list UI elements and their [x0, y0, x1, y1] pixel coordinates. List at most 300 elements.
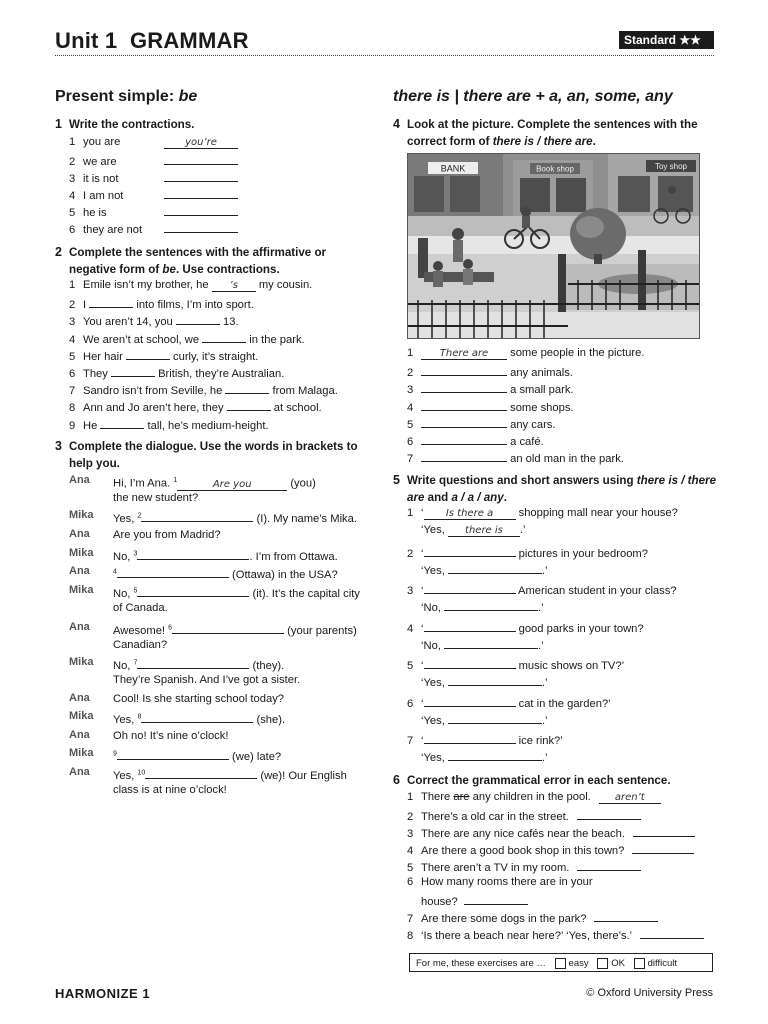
dialogue-text: Yes, [113, 714, 138, 726]
question-end: cat in the garden?’ [515, 697, 611, 710]
dialogue-text: Oh no! It’s nine o’clock! [113, 730, 229, 742]
page-title [55, 28, 249, 54]
easy-checkbox[interactable] [555, 958, 566, 969]
dialogue-text: the new student? [113, 492, 199, 504]
item-number: 6 [69, 368, 76, 380]
exercise-4-item [407, 449, 624, 466]
question-blank[interactable] [424, 656, 516, 669]
exercise-5-question [407, 656, 624, 673]
exercise-5-instruction: 5 Write questions and short answers using there is / there are and a / a / any. [393, 473, 717, 504]
dialogue-line [113, 747, 281, 764]
speaker-name: Mika [69, 656, 94, 668]
dialogue-line [113, 509, 357, 526]
sentence-text: Are there some dogs in the park? [421, 913, 587, 925]
speaker-name: Ana [69, 692, 90, 704]
item-text: you are [83, 136, 121, 148]
sentence-end: from Malaga. [269, 385, 338, 398]
sentence-end: some shops. [507, 401, 574, 414]
speaker-name: Mika [69, 747, 94, 759]
exercise-6-item-continued [421, 892, 528, 909]
dialogue-line-continued [113, 673, 300, 687]
question-end: pictures in your bedroom? [515, 547, 648, 560]
close-quote: .’ [538, 639, 544, 652]
answer-start: ‘Yes, [421, 677, 448, 689]
exercise-1-item [69, 152, 238, 169]
gap-number: 8 [137, 713, 142, 721]
sentence-text: How many rooms there are in your [421, 876, 593, 888]
open-quote: ‘ [421, 697, 424, 710]
sentence-text: any children in the pool. [469, 791, 591, 803]
dialogue-blank[interactable] [172, 621, 284, 634]
answer-start: ‘Yes, [421, 752, 448, 764]
dialogue-blank[interactable] [141, 710, 253, 723]
question-blank[interactable] [424, 694, 516, 707]
item-number: 8 [407, 930, 414, 942]
item-text: I am not [83, 190, 124, 202]
exercise-4-item [407, 415, 556, 432]
correction-blank[interactable] [594, 909, 658, 922]
dialogue-text: Are you from Madrid? [113, 529, 221, 541]
sentence-start: Ann and Jo aren’t here, they [83, 402, 227, 415]
sentence-text: There [421, 791, 454, 803]
dialogue-text: (your parents) [284, 625, 357, 637]
toyshop-sign: Toy shop [654, 162, 688, 171]
open-quote: ‘ [421, 507, 424, 519]
sentence-end: some people in the picture. [507, 347, 645, 359]
question-end: American student in your class? [515, 585, 677, 597]
exercise-4-item [407, 432, 544, 449]
short-answer-blank[interactable] [448, 748, 542, 761]
sentence-end: my cousin. [255, 279, 313, 291]
sentence-text: house? [421, 896, 458, 908]
correction-blank[interactable]: aren’t [599, 791, 661, 804]
item-number: 3 [407, 585, 414, 597]
speaker-name: Mika [69, 509, 94, 521]
item-number: 6 [407, 436, 414, 448]
dialogue-text: Yes, [113, 770, 138, 782]
speaker-name: Mika [69, 547, 94, 559]
sentence-start: You aren’t 14, you [83, 316, 176, 329]
answer-start: ‘No, [421, 602, 445, 614]
short-answer-blank[interactable] [448, 711, 542, 724]
exercise-5-question [407, 581, 677, 598]
dialogue-line [113, 729, 228, 743]
be-blank[interactable] [202, 330, 246, 343]
speaker-name: Ana [69, 474, 90, 486]
item-text: it is not [83, 173, 119, 185]
item-number: 1 [69, 136, 76, 148]
exercise-2-item [69, 295, 254, 312]
item-number: 7 [407, 913, 414, 925]
left-section-title: Present simple: be [55, 88, 198, 105]
gap-number: 2 [137, 512, 142, 520]
item-number: 4 [69, 190, 76, 202]
dialogue-text: . I’m from Ottawa. [249, 551, 338, 563]
exercise-5-answer [421, 711, 548, 728]
item-number: 7 [69, 385, 76, 398]
header-divider [55, 55, 714, 56]
dialogue-line [113, 547, 338, 564]
item-number: 3 [69, 173, 76, 185]
dialogue-blank[interactable] [117, 565, 229, 578]
dialogue-text: (I). My name’s Mika. [253, 513, 357, 525]
speaker-name: Mika [69, 584, 94, 596]
close-quote: .’ [541, 752, 548, 764]
there-is-blank[interactable] [421, 449, 507, 462]
difficult-checkbox[interactable] [634, 958, 645, 969]
sentence-end: curly, it’s straight. [169, 350, 259, 363]
item-text: he is [83, 207, 107, 219]
dialogue-text: Yes, [113, 513, 138, 525]
item-number: 2 [407, 547, 414, 560]
exercise-4-item [407, 363, 573, 380]
question-end: good parks in your town? [515, 622, 644, 635]
sentence-end: British, they’re Australian. [154, 368, 285, 380]
close-quote: .’ [541, 564, 548, 577]
gap-number: 7 [133, 659, 138, 667]
there-is-blank[interactable]: There are [421, 347, 507, 360]
contraction-blank[interactable]: you’re [164, 136, 238, 149]
close-quote: .’ [541, 677, 548, 689]
sentence-text: Are there a good book shop in this town? [421, 845, 625, 857]
correction-blank[interactable] [633, 824, 695, 837]
gap-number: 4 [113, 568, 117, 576]
there-is-blank[interactable] [421, 380, 507, 393]
exercise-2-item [69, 330, 305, 347]
sentence-end: any animals. [507, 367, 573, 380]
item-number: 9 [69, 419, 76, 432]
dialogue-blank[interactable]: Are you [177, 478, 287, 491]
dialogue-line-continued [113, 601, 168, 615]
open-quote: ‘ [421, 735, 424, 747]
correction-blank[interactable] [632, 841, 694, 854]
sentence-end: any cars. [507, 418, 556, 431]
exercise-5-question [407, 694, 611, 711]
exercise-6-item [407, 790, 661, 804]
exercise-5-question [407, 544, 648, 561]
sentence-end: an old man in the park. [507, 453, 624, 466]
exercise-6-item [407, 926, 704, 943]
exercise-2-item [69, 381, 338, 398]
open-quote: ‘ [421, 622, 424, 635]
be-blank[interactable] [225, 381, 269, 394]
sentence-start: I [83, 299, 90, 312]
dialogue-line [113, 474, 316, 491]
footer-copyright: © Oxford University Press [586, 987, 713, 999]
dialogue-line [113, 565, 338, 582]
contraction-blank[interactable] [164, 169, 238, 182]
exercise-5-answer [421, 748, 548, 765]
exercise-1-item [69, 135, 238, 149]
question-end: music shows on TV?’ [515, 660, 625, 672]
correction-blank[interactable] [464, 892, 528, 905]
street-scene-svg [408, 154, 699, 338]
dialogue-text: (we) late? [228, 751, 282, 763]
exercise-5-question [407, 731, 563, 748]
dialogue-text: Canadian? [113, 639, 168, 651]
close-quote: .’ [541, 714, 548, 727]
question-blank[interactable] [424, 619, 516, 632]
there-is-blank[interactable] [421, 363, 507, 376]
dialogue-line [113, 528, 221, 542]
exercise-6-instruction: 6 Correct the grammatical error in each sentence. [393, 773, 671, 787]
item-number: 1 [69, 279, 76, 291]
unit-label: Unit 1 [55, 28, 118, 53]
item-number: 6 [407, 876, 414, 888]
sentence-start: Emile isn’t my brother, he [83, 279, 212, 291]
item-number: 1 [407, 347, 414, 359]
correction-blank[interactable] [577, 807, 641, 820]
footer-brand: HARMONIZE 1 [55, 986, 151, 1001]
exercise-2-item [69, 416, 269, 433]
short-answer-blank[interactable] [444, 636, 538, 649]
item-number: 5 [407, 862, 414, 874]
item-number: 5 [407, 418, 414, 431]
close-quote: .’ [519, 524, 526, 536]
item-text: we are [83, 156, 117, 168]
item-number: 4 [407, 845, 414, 857]
exercise-1-item [69, 203, 238, 220]
dialogue-blank[interactable] [145, 766, 257, 779]
gap-number: 6 [168, 624, 173, 632]
exercise-5-answer [421, 636, 544, 653]
dialogue-text: Awesome! [113, 625, 169, 637]
item-number: 5 [69, 207, 76, 219]
item-number: 2 [407, 367, 414, 380]
be-blank[interactable]: ’s [212, 279, 256, 292]
bookshop-sign: Book shop [536, 164, 574, 174]
dialogue-blank[interactable] [137, 547, 249, 560]
exercise-6-item [407, 807, 641, 824]
item-number: 3 [69, 316, 76, 329]
item-number: 6 [407, 697, 414, 710]
exercise-6-item [407, 858, 641, 875]
dialogue-text: class is at nine o’clock! [113, 784, 227, 796]
exercise-2-item [69, 347, 258, 364]
sentence-end: 13. [219, 316, 239, 329]
exercise-5-answer [421, 523, 526, 537]
dialogue-text: Cool! Is she starting school today? [113, 693, 285, 705]
be-blank[interactable] [227, 398, 271, 411]
section-label: GRAMMAR [129, 28, 249, 53]
sentence-start: Her hair [83, 350, 126, 363]
open-quote: ‘ [421, 547, 424, 560]
item-number: 4 [69, 333, 76, 346]
correction-blank[interactable] [577, 858, 641, 871]
item-number: 4 [407, 401, 414, 414]
exercise-6-item [407, 841, 694, 858]
question-blank[interactable] [424, 581, 516, 594]
difficult-label: difficult [647, 958, 678, 969]
speaker-name: Ana [69, 528, 90, 540]
short-answer-blank[interactable] [448, 561, 542, 574]
be-blank[interactable] [89, 295, 133, 308]
sentence-end: at school. [270, 402, 322, 415]
exercise-5-question [407, 619, 644, 636]
item-number: 6 [69, 224, 76, 236]
item-number: 2 [407, 811, 414, 823]
dialogue-blank[interactable] [137, 656, 249, 669]
item-number: 7 [407, 453, 414, 466]
question-blank[interactable] [424, 731, 516, 744]
sentence-end: tall, he’s medium-height. [144, 419, 269, 432]
item-number: 1 [407, 791, 414, 803]
gap-number: 3 [133, 550, 138, 558]
gap-number: 9 [113, 750, 117, 758]
dialogue-line [113, 584, 360, 601]
ok-label: OK [611, 958, 625, 969]
contraction-blank[interactable] [164, 186, 238, 199]
sentence-end: into films, I’m into sport. [133, 299, 254, 312]
answer-start: ‘Yes, [421, 564, 448, 577]
exercise-5-answer [421, 561, 548, 578]
level-badge: Standard ★★ [619, 31, 714, 49]
self-assessment-box [409, 953, 713, 972]
dialogue-text: (it). It’s the capital city [249, 588, 360, 600]
item-number: 8 [69, 402, 76, 415]
struck-word: are [453, 791, 470, 803]
street-scene-illustration [407, 153, 700, 339]
short-answer-blank[interactable] [448, 673, 542, 686]
gap-number: 5 [133, 587, 138, 595]
dialogue-text: (she). [253, 714, 286, 726]
there-is-blank[interactable] [421, 432, 507, 445]
open-quote: ‘ [421, 585, 424, 597]
sentence-text: ‘Is there a beach near here?’ ‘Yes, there’s.’ [421, 930, 633, 942]
question-blank[interactable] [424, 544, 516, 557]
speaker-name: Mika [69, 710, 94, 722]
exercise-1-item [69, 186, 238, 203]
contraction-blank[interactable] [164, 152, 238, 165]
item-number: 5 [69, 350, 76, 363]
dialogue-text: (they). [249, 660, 285, 672]
there-is-blank[interactable] [421, 415, 507, 428]
item-number: 3 [407, 828, 414, 840]
sentence-end: in the park. [246, 333, 305, 346]
item-number: 4 [407, 622, 414, 635]
dialogue-line [113, 766, 347, 783]
question-blank[interactable]: Is there a [424, 507, 516, 520]
exercise-1-item [69, 220, 238, 237]
dialogue-line [113, 710, 285, 727]
self-assessment-label: For me, these exercises are … [416, 958, 546, 969]
be-blank[interactable] [126, 347, 170, 360]
item-text: they are not [83, 224, 143, 236]
exercise-3-instruction: 3 Complete the dialogue. Use the words in brackets to help you. [55, 439, 358, 470]
exercise-6-item [407, 909, 658, 926]
exercise-6-item [407, 875, 593, 889]
item-number: 2 [69, 156, 76, 168]
exercise-2-item [69, 278, 312, 292]
answer-start: ‘No, [421, 639, 445, 652]
dialogue-text: (Ottawa) in the USA? [228, 569, 338, 581]
dialogue-blank[interactable] [117, 747, 229, 760]
question-end: shopping mall near your house? [515, 507, 678, 519]
dialogue-line [113, 621, 357, 638]
correction-blank[interactable] [640, 926, 704, 939]
exercise-5-answer [421, 598, 544, 615]
dialogue-text: (you) [287, 477, 316, 490]
dialogue-text: Hi, I’m Ana. [113, 477, 174, 490]
be-blank[interactable] [111, 364, 155, 377]
item-number: 2 [69, 299, 76, 312]
sentence-start: They [83, 368, 111, 380]
bank-sign: BANK [440, 163, 466, 174]
exercise-4-item [407, 346, 644, 360]
dialogue-blank[interactable] [141, 509, 253, 522]
sentence-start: We aren’t at school, we [83, 333, 203, 346]
speaker-name: Ana [69, 565, 90, 577]
open-quote: ‘ [421, 660, 424, 672]
exercise-1-instruction: 1 Write the contractions. [55, 117, 195, 131]
exercise-4-item [407, 380, 574, 397]
exercise-4-instruction: 4 Look at the picture. Complete the sentences with the correct form of there is / there are. [393, 117, 698, 148]
gap-number: 10 [137, 769, 146, 777]
dialogue-blank[interactable] [137, 584, 249, 597]
dialogue-line [113, 656, 284, 673]
gap-number: 1 [173, 477, 178, 484]
dialogue-text: (we)! Our English [257, 770, 347, 782]
sentence-start: Sandro isn’t from Seville, he [83, 385, 226, 398]
item-number: 7 [407, 735, 414, 747]
dialogue-line-continued [113, 638, 167, 652]
exercise-6-item [407, 824, 695, 841]
exercise-2-item [69, 312, 239, 329]
exercise-4-item [407, 398, 574, 415]
dialogue-line-continued [113, 783, 227, 797]
dialogue-text: No, [113, 588, 134, 600]
sentence-text: There’s a old car in the street. [421, 811, 569, 823]
answer-start: ‘Yes, [421, 524, 448, 536]
speaker-name: Ana [69, 729, 90, 741]
item-number: 3 [407, 384, 414, 397]
speaker-name: Ana [69, 766, 90, 778]
dialogue-text: No, [113, 551, 134, 563]
dialogue-line [113, 692, 284, 706]
there-is-blank[interactable] [421, 398, 507, 411]
exercise-1-item [69, 169, 238, 186]
sentence-end: a small park. [507, 384, 574, 397]
question-end: ice rink?’ [515, 735, 563, 747]
contraction-blank[interactable] [164, 220, 238, 233]
sentence-start: He [83, 419, 101, 432]
dialogue-text: of Canada. [113, 602, 168, 614]
exercise-2-item [69, 398, 322, 415]
contraction-blank[interactable] [164, 203, 238, 216]
sentence-end: a café. [507, 436, 544, 448]
exercise-5-question [407, 506, 678, 520]
easy-label: easy [568, 958, 589, 969]
exercise-2-item [69, 364, 284, 381]
ok-checkbox[interactable] [597, 958, 608, 969]
right-section-title: there is | there are + a, an, some, any [393, 88, 673, 105]
close-quote: .’ [538, 602, 544, 614]
be-blank[interactable] [176, 312, 220, 325]
sentence-text: There aren’t a TV in my room. [421, 862, 570, 874]
short-answer-blank[interactable]: there is [448, 524, 520, 537]
be-blank[interactable] [100, 416, 144, 429]
short-answer-blank[interactable] [444, 598, 538, 611]
dialogue-line-continued [113, 491, 198, 505]
sentence-text: There are any nice cafés near the beach. [421, 828, 625, 840]
speaker-name: Ana [69, 621, 90, 633]
exercise-2-instruction: 2 Complete the sentences with the affirmative or negative form of be. Use contractions. [55, 245, 327, 276]
item-number: 5 [407, 660, 414, 672]
dialogue-text: No, [113, 660, 134, 672]
item-number: 1 [407, 507, 414, 519]
answer-start: ‘Yes, [421, 714, 448, 727]
dialogue-text: They’re Spanish. And I’ve got a sister. [113, 674, 301, 686]
